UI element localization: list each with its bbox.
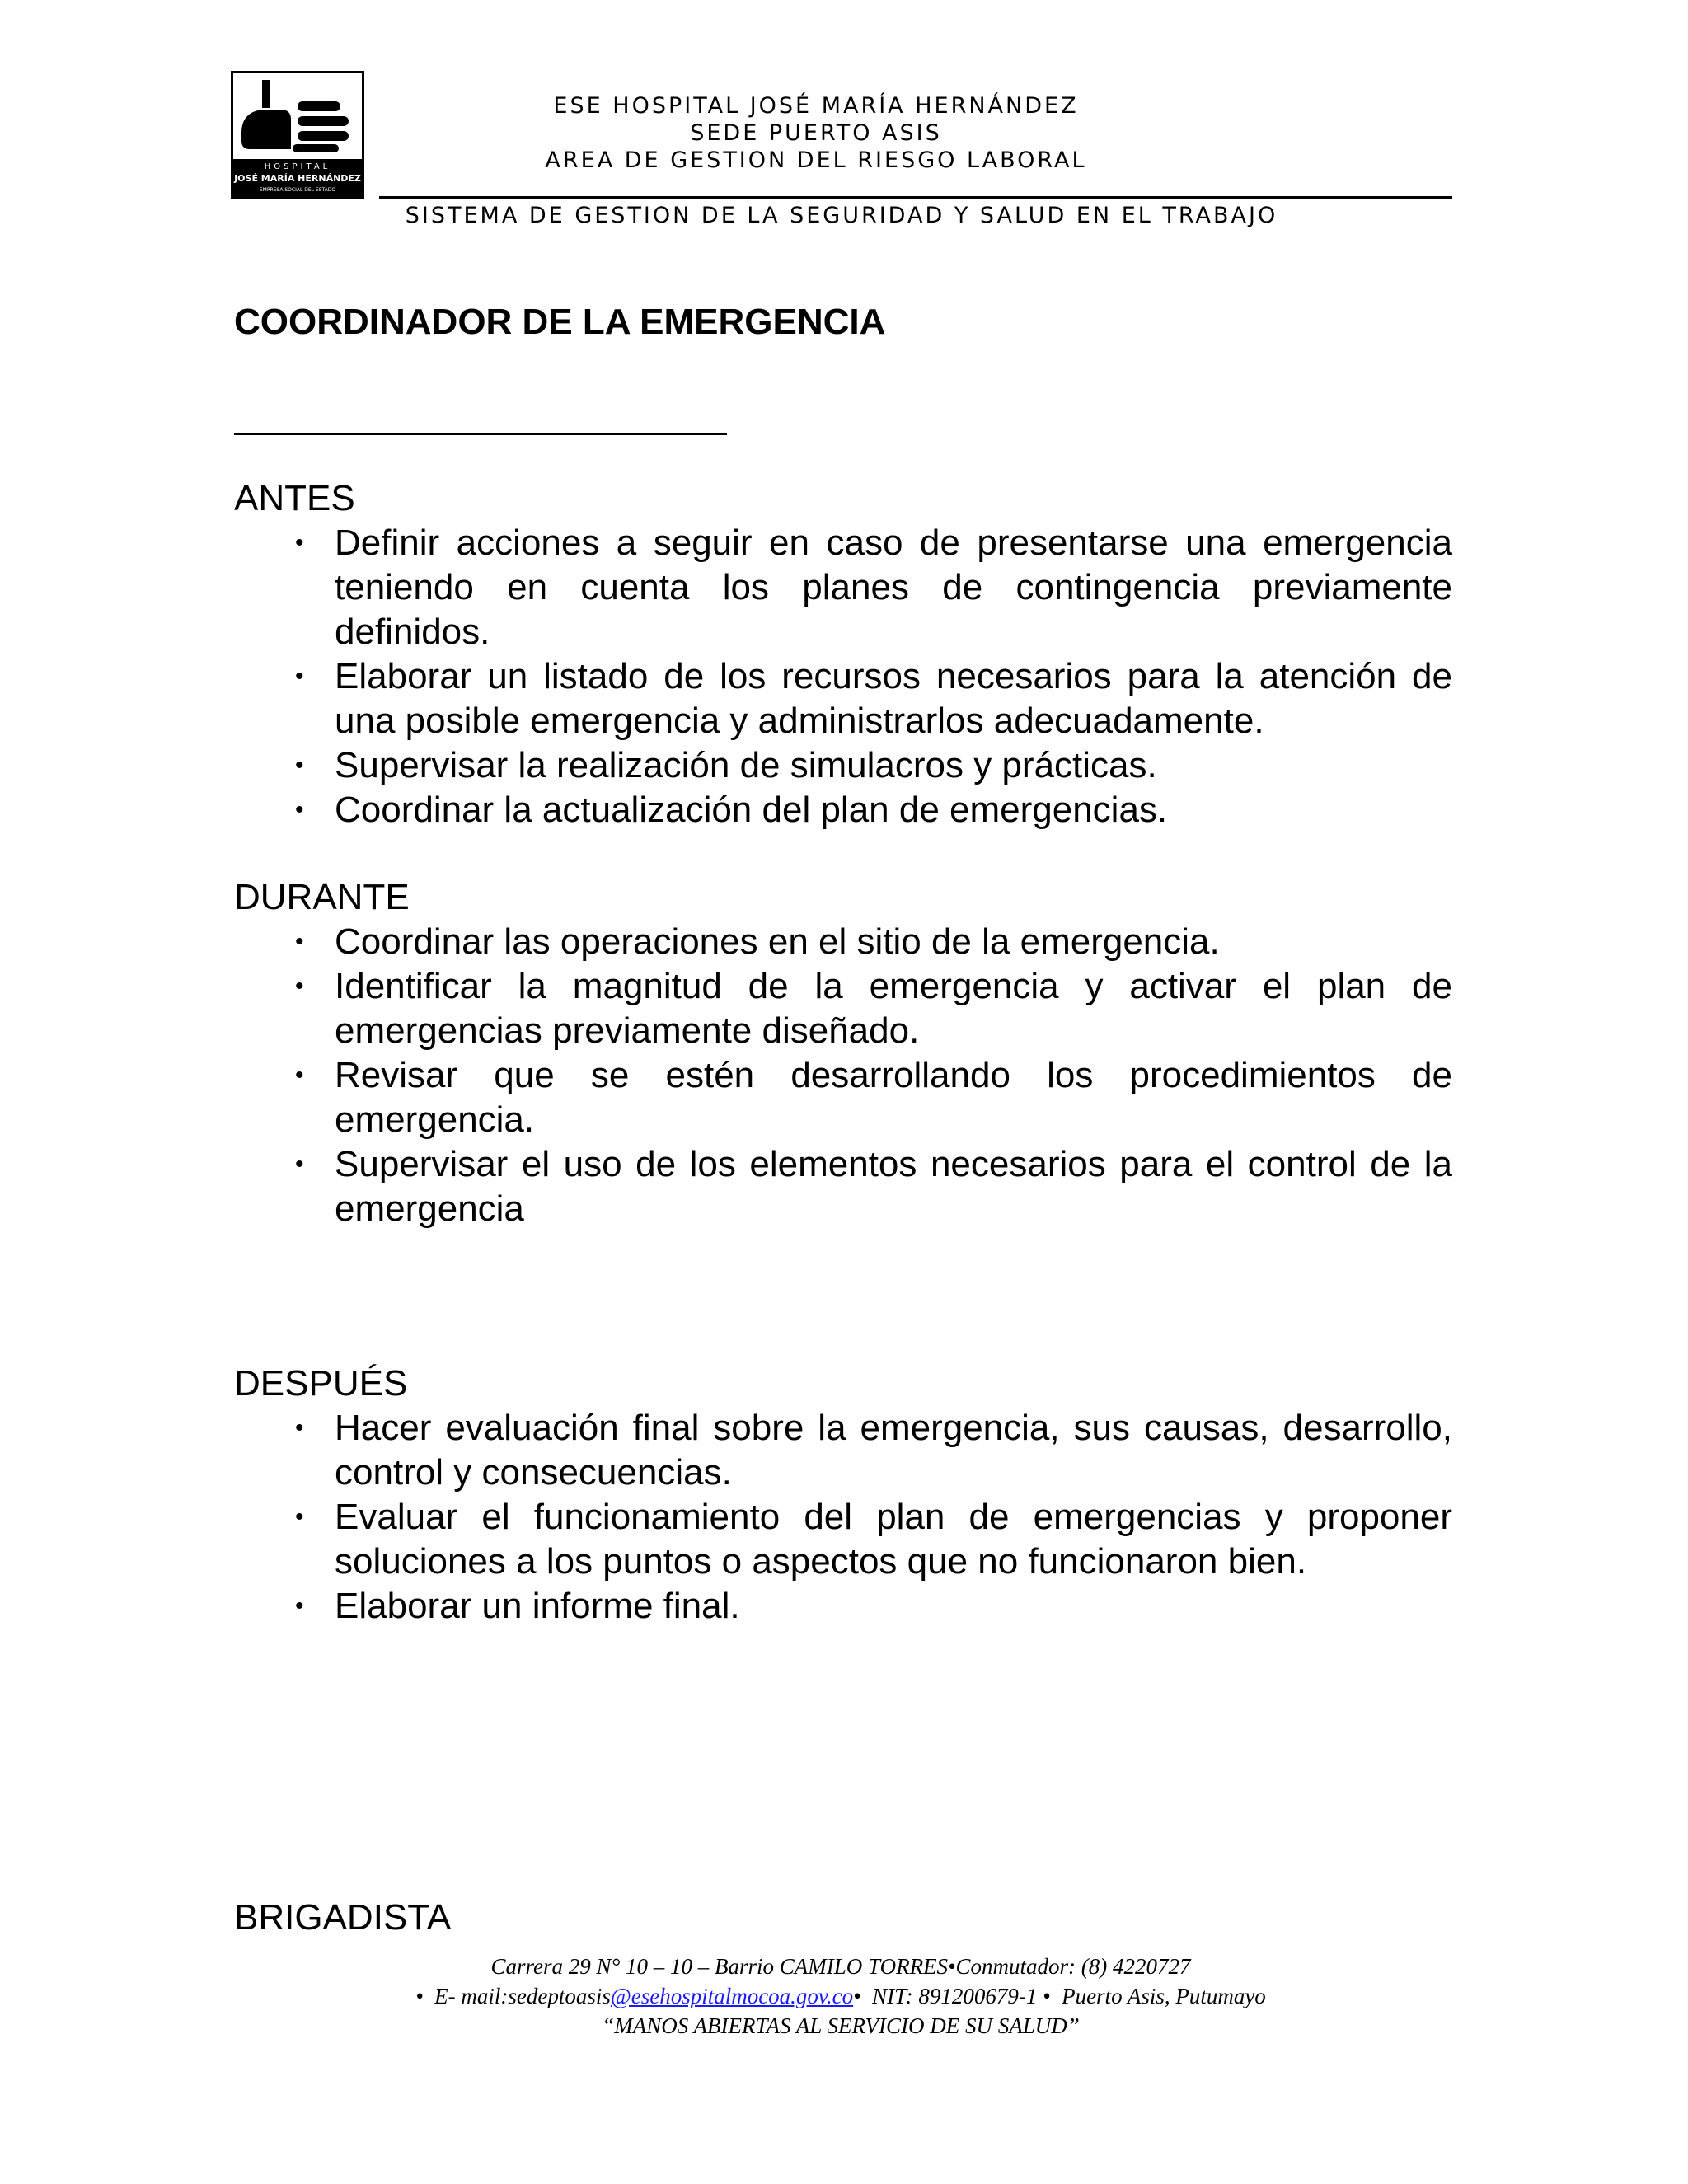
footer-location: Puerto Asis, Putumayo: [1062, 1984, 1266, 2008]
footer-separator-icon: •: [1043, 1984, 1051, 2008]
section-heading: BRIGADISTA: [234, 1897, 452, 1938]
list-item: [234, 920, 1452, 964]
bullet-icon: •: [295, 1151, 304, 1178]
list-item-text: Definir acciones a seguir en caso de presentarse una emergencia teniendo en cuenta los planes de contingencia previamente definidos.: [335, 523, 1452, 652]
bullet-icon: •: [295, 1414, 304, 1441]
section-brigadista: [234, 1896, 1452, 1940]
name-blank-line: [234, 433, 727, 435]
list-item: [234, 1406, 1452, 1495]
footer-email-link[interactable]: @esehospitalmocoa.gov.co: [610, 1984, 854, 2008]
list-item: [234, 964, 1452, 1053]
footer-email-prefix: E- mail:sedeptoasis: [434, 1984, 611, 2008]
bullet-list: [234, 1406, 1452, 1629]
list-item-text: Coordinar la actualización del plan de emergencias.: [335, 790, 1168, 830]
list-item: [234, 1053, 1452, 1142]
section-heading: ANTES: [234, 478, 355, 518]
hand-logo-icon: [233, 73, 362, 196]
bullet-icon: •: [295, 1062, 304, 1089]
footer-slogan: “MANOS ABIERTAS AL SERVICIO DE SU SALUD”: [602, 2013, 1080, 2038]
footer-separator-icon: •: [853, 1984, 861, 2008]
list-item-text: Elaborar un informe final.: [335, 1586, 740, 1626]
list-item-text: Hacer evaluación final sobre la emergencia, sus causas, desarrollo, control y consecuencias.: [335, 1408, 1452, 1493]
list-item: [234, 788, 1452, 832]
bullet-icon: •: [295, 928, 304, 955]
footer-separator-icon: •: [948, 1954, 956, 1979]
bullet-icon: •: [295, 1503, 304, 1530]
header-divider: [379, 196, 1452, 199]
list-item-text: Supervisar el uso de los elementos necesarios para el control de la emergencia: [335, 1144, 1452, 1229]
list-item-text: Evaluar el funcionamiento del plan de emergencias y proponer soluciones a los puntos o aspectos que no funcionaron bien.: [335, 1497, 1452, 1582]
list-item-text: Revisar que se estén desarrollando los procedimientos de emergencia.: [335, 1055, 1452, 1140]
logo-text-bottom: EMPRESA SOCIAL DEL ESTADO: [259, 187, 336, 193]
bullet-icon: •: [295, 529, 304, 556]
footer-line-1: [272, 1952, 1409, 1981]
header-line-2: SEDE PUERTO ASIS: [690, 120, 942, 146]
document-title: COORDINADOR DE LA EMERGENCIA: [234, 302, 886, 342]
bullet-icon: •: [295, 796, 304, 823]
header-system-name: SISTEMA DE GESTION DE LA SEGURIDAD Y SALUD EN EL TRABAJO: [405, 203, 1278, 228]
footer-nit: NIT: 891200679-1: [872, 1984, 1038, 2008]
list-item-text: Identificar la magnitud de la emergencia y activar el plan de emergencias previamente diseñado.: [335, 966, 1452, 1051]
section-durante: [234, 875, 1452, 1231]
list-item: [234, 654, 1452, 743]
logo-text-top: HOSPITAL: [264, 162, 331, 171]
list-item: [234, 743, 1452, 788]
header-line-1: ESE HOSPITAL JOSÉ MARÍA HERNÁNDEZ: [553, 93, 1079, 119]
list-item: [234, 1584, 1452, 1629]
section-despues: [234, 1361, 1452, 1629]
list-item-text: Coordinar las operaciones en el sitio de la emergencia.: [335, 921, 1220, 962]
list-item-text: Elaborar un listado de los recursos necesarios para la atención de una posible emergencia y administrarlos adecuadamente.: [335, 656, 1452, 741]
page-footer: [272, 1952, 1409, 2041]
section-antes: [234, 476, 1452, 832]
footer-line-2: [272, 1981, 1409, 2011]
list-item: [234, 1142, 1452, 1231]
footer-separator-icon: •: [415, 1984, 424, 2008]
bullet-icon: •: [295, 972, 304, 1000]
bullet-icon: •: [295, 752, 304, 779]
bullet-list: [234, 920, 1452, 1231]
bullet-icon: •: [295, 663, 304, 690]
list-item: [234, 1495, 1452, 1584]
section-heading: DURANTE: [234, 877, 410, 917]
header-line-3: AREA DE GESTION DEL RIESGO LABORAL: [545, 148, 1087, 173]
list-item: [234, 521, 1452, 654]
list-item-text: Supervisar la realización de simulacros y prácticas.: [335, 745, 1157, 785]
footer-address: Carrera 29 N° 10 – 10 – Barrio CAMILO TORRES: [490, 1954, 949, 1979]
header-titles: [387, 92, 1245, 174]
logo-text-main: JOSÉ MARÍA HERNÁNDEZ: [234, 173, 361, 184]
footer-switchboard: Conmutador: (8) 4220727: [955, 1954, 1191, 1979]
bullet-list: [234, 521, 1452, 832]
hospital-logo: [231, 71, 364, 199]
section-heading: DESPUÉS: [234, 1363, 408, 1404]
bullet-icon: •: [295, 1592, 304, 1619]
